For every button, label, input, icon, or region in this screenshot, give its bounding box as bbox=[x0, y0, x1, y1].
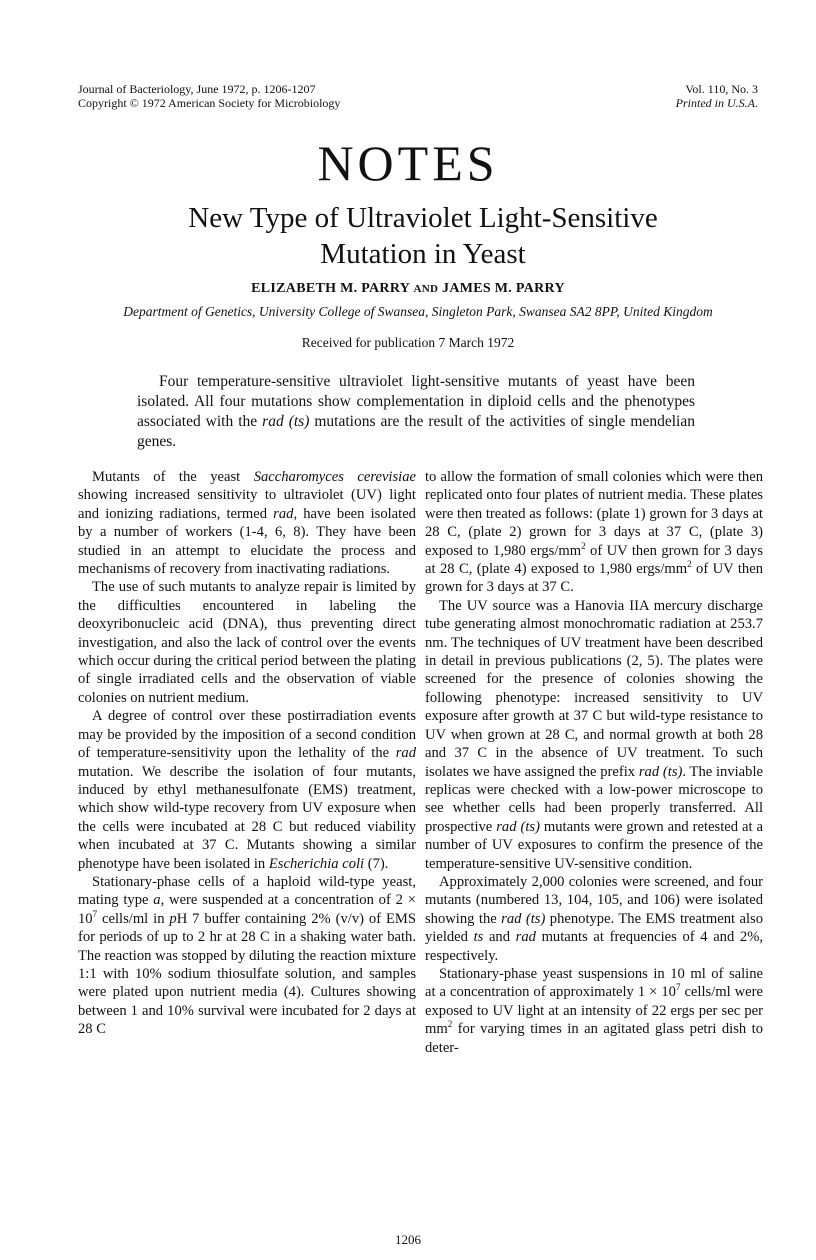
body-paragraph bbox=[425, 597, 763, 873]
text-run: mutation. We describe the isolation of four mutants, induced by ethyl methanesulfonate (EMS) treatment, which show wild-type recovery from UV exposure when the cells were incubated at 28 C but reduced viability when incubated at 37 C. Mutants showing a similar phenotype have been isolated in bbox=[78, 763, 416, 872]
body-paragraph bbox=[78, 468, 416, 578]
section-title: NOTES bbox=[317, 135, 499, 191]
gene-term: rad (ts) bbox=[501, 910, 546, 927]
gene-term: rad (ts) bbox=[496, 818, 540, 835]
text-run: , have been isolated by a number of workers (1-4, 6, 8). They have been studied in an attempt to elucidate the process and mechanisms of recovery from inactivating radiations. bbox=[78, 505, 416, 578]
author-line bbox=[0, 281, 816, 297]
text-run: Approximately 2,000 colonies were screened, and four mutants (numbered 13, 104, 105, and 106) were isolated showing the bbox=[425, 873, 763, 927]
author-2: JAMES M. PARRY bbox=[442, 281, 565, 296]
text-run: showing increased sensitivity to ultraviolet (UV) light and ionizing radiations, termed bbox=[78, 487, 416, 522]
received-date: Received for publication 7 March 1972 bbox=[301, 335, 515, 350]
text-run: Mutants of the yeast bbox=[92, 469, 254, 485]
author-1: ELIZABETH M. PARRY bbox=[251, 281, 410, 296]
species-name: Escherichia coli bbox=[268, 855, 365, 872]
title-line-2: Mutation in Yeast bbox=[320, 238, 526, 270]
gene-term: rad (ts) bbox=[638, 763, 683, 780]
text-run: , were suspended at a concentration of 2 × 10 bbox=[78, 892, 416, 927]
body-paragraph bbox=[78, 873, 416, 1039]
text-run: mutants at frequencies of 4 and 2%, respectively. bbox=[425, 929, 763, 964]
ph-prefix: p bbox=[169, 910, 177, 927]
text-run: . The inviable replicas were checked with a low-power microscope to see whether cells had been properly transferred. All prospective bbox=[425, 763, 763, 835]
affiliation: Department of Genetics, University College of Swansea, Singleton Park, Swansea SA2 8PP, United Kingdom bbox=[123, 304, 713, 319]
author-conjunction: AND bbox=[413, 283, 439, 295]
exponent: 7 bbox=[92, 908, 98, 919]
species-name: Saccharomyces cerevisiae bbox=[253, 469, 416, 485]
text-run: of UV then grown for 3 days at 28 C, (plate 4) exposed to 1,980 ergs/mm bbox=[425, 542, 763, 578]
page-number: 1206 bbox=[395, 1232, 421, 1247]
abstract-text: mutations are the result of the activities of single mendelian genes. bbox=[137, 413, 695, 450]
text-run: H 7 buffer containing 2% (v/v) of EMS for periods of up to 2 hr at 28 C in a shaking water bath. The reaction was stopped by diluting the reaction mixture 1:1 with 10% sodium thiosulfate solution, and samples were plated upon nutrient media (4). Cultures showing between 1 and 10% survival were incubated for 2 days at 28 C bbox=[78, 910, 416, 1038]
text-run: phenotype. The EMS treatment also yielded bbox=[425, 910, 763, 946]
journal-citation: Journal of Bacteriology, June 1972, p. 1206-1207 bbox=[78, 82, 316, 96]
text-run: The UV source was a Hanovia IIA mercury discharge tube generating almost monochromatic radiation at 253.7 nm. The techniques of UV treatment have been described in detail in previous publications (2, 5). The plates were screened for the presence of colonies showing the following phenotype: increased sensitivity to UV exposure after growth at 37 C but wild-type resistance to UV when grown at 28 C, and normal growth at both 28 and 37 C in the absence of UV treatment. To such isolates we have assigned the prefix bbox=[425, 597, 763, 780]
exponent: 2 bbox=[447, 1019, 453, 1030]
article-title bbox=[100, 200, 746, 272]
text-run: Stationary-phase cells of a haploid wild-type yeast, mating type bbox=[78, 873, 416, 909]
copyright-line: Copyright © 1972 American Society for Microbiology bbox=[78, 96, 341, 110]
text-run: of UV then grown for 3 days at 37 C. bbox=[425, 561, 764, 596]
printed-line: Printed in U.S.A. bbox=[675, 96, 758, 110]
abstract-text: Four temperature-sensitive ultraviolet light-sensitive mutants of yeast have been isolated. All four mutations show complementation in diploid cells and the phenotypes associated with the bbox=[137, 373, 695, 430]
body-column-right bbox=[425, 468, 763, 1057]
title-line-1: New Type of Ultraviolet Light-Sensitive bbox=[188, 202, 658, 234]
abstract-paragraph bbox=[137, 372, 695, 452]
body-paragraph bbox=[425, 873, 763, 965]
body-paragraph: The use of such mutants to analyze repair is limited by the difficulties encountered in labeling the deoxyribonucleic acid (DNA), thus preventing direct investigation, and also the lack of control over the events which occur during the critical period between the plating of single irradiated cells and the observation of viable colonies on nutrient medium. bbox=[78, 579, 416, 706]
gene-term: rad bbox=[273, 505, 294, 522]
gene-term: ts bbox=[473, 929, 484, 946]
text-run: mutants were grown and retested at a number of UV exposures to confirm the presence of the temperature-sensitive UV-sensitive condition. bbox=[425, 818, 763, 872]
text-run: cells/ml were exposed to UV light at an intensity of 22 ergs per sec per mm bbox=[425, 984, 763, 1038]
text-run: and bbox=[483, 929, 516, 946]
text-run: to allow the formation of small colonies which were then replicated onto four plates of nutrient media. These plates were then treated as follows: (plate 1) grown for 3 days at 28 C, (plate 2) grown for 3 days at 37 C, (plate 3) exposed to 1,980 ergs/mm bbox=[425, 469, 763, 559]
abstract bbox=[137, 372, 695, 452]
text-run: cells/ml in bbox=[97, 910, 170, 927]
volume-line: Vol. 110, No. 3 bbox=[685, 82, 758, 96]
text-run: A degree of control over these postirradiation events may be provided by the imposition of a second condition of temperature-sensitivity upon the lethality of the bbox=[78, 708, 416, 762]
running-header-right bbox=[676, 82, 758, 110]
mating-type: a bbox=[153, 892, 161, 909]
body-paragraph bbox=[425, 965, 763, 1057]
text-run: (7). bbox=[364, 855, 389, 872]
body-column-left bbox=[78, 468, 416, 1039]
abstract-gene-term: rad (ts) bbox=[262, 413, 310, 430]
gene-term: rad bbox=[395, 745, 416, 762]
gene-term: rad bbox=[515, 929, 536, 946]
text-run: Stationary-phase yeast suspensions in 10 ml of saline at a concentration of approximately 1 × 10 bbox=[425, 965, 763, 1001]
running-header-left bbox=[78, 82, 340, 110]
exponent: 2 bbox=[581, 540, 586, 551]
text-run: for varying times in an agitated glass petri dish to deter- bbox=[425, 1021, 763, 1056]
exponent: 7 bbox=[675, 982, 681, 993]
body-paragraph-continued bbox=[425, 468, 763, 597]
exponent: 2 bbox=[687, 559, 692, 570]
body-paragraph bbox=[78, 707, 416, 873]
